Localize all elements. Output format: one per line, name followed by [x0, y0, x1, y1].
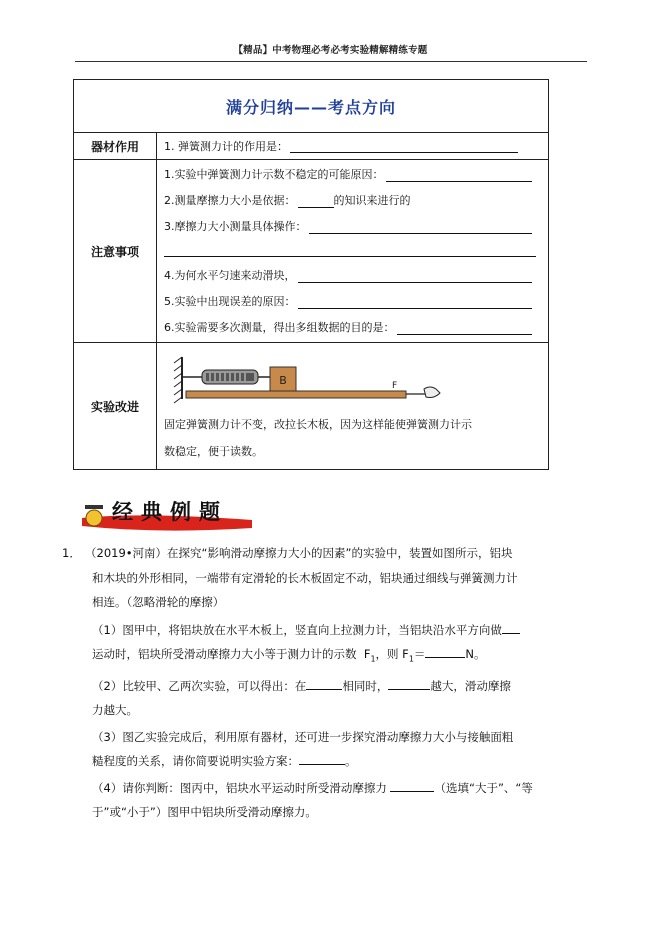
part3-text: （3）图乙实验完成后，利用原有器材，还可进一步探究滑动摩擦力大小与接触面粗: [92, 729, 514, 744]
answer-blank: [298, 270, 533, 283]
part2-text-b: 相同时，: [342, 678, 389, 693]
hand-icon: [424, 387, 440, 398]
part4-text-c: 于”或“小于”）图甲中铝块所受滑动摩擦力。: [92, 805, 317, 820]
improvement-text: [164, 409, 542, 469]
part1-equals: ＝: [413, 647, 426, 661]
row-content-equipment: [157, 133, 549, 160]
question-stem-line-2: 和木块的外形相同，一端带有定滑轮的长木板固定不动，铝块通过细线与弹簧测力计: [92, 570, 518, 585]
banner-text: 经典例题: [112, 500, 228, 524]
part1-text: （1）图甲中，将铝块放在水平木板上，竖直向上拉测力计，当铝块沿水平方向做: [92, 622, 502, 637]
row-label-notes: 注意事项: [74, 160, 157, 343]
long-board: [186, 391, 406, 398]
answer-blank: [298, 296, 533, 309]
answer-blank: [397, 322, 533, 335]
improvement-line-2: 数稳定，便于读数。: [164, 445, 263, 458]
answer-blank: [309, 221, 533, 234]
answer-blank: [390, 779, 434, 792]
answer-blank: [299, 752, 345, 765]
row-content-notes: [157, 160, 549, 343]
part2-text-d: 力越大。: [92, 703, 138, 718]
row-label-equipment: 器材作用: [74, 133, 157, 160]
answer-blank: [388, 677, 430, 690]
answer-blank: [290, 140, 518, 153]
question-stem-line-3: 相连。（忽略滑轮的摩擦）: [92, 595, 225, 609]
part2-text: （2）比较甲、乙两次实验，可以得出：在: [92, 678, 307, 693]
table-title: 满分归纳——考点方向: [74, 80, 549, 133]
note-item-6: 6.实验需要多次测量，得出多组数据的目的是：: [164, 321, 395, 334]
part4-text: （4）请你判断：图丙中，铝块水平运动时所受滑动摩擦力: [92, 780, 387, 795]
classic-examples-banner: [80, 494, 255, 534]
f1-symbol: F: [363, 647, 371, 661]
f1-subscript: 1: [408, 654, 414, 664]
wall-hatch: [174, 357, 182, 403]
answer-blank: [425, 645, 465, 658]
question-number: 1．: [62, 546, 81, 560]
force-label: F: [392, 381, 398, 391]
row-label-improvement: 实验改进: [74, 343, 157, 470]
answer-blank: [386, 169, 533, 182]
part2-text-c: 越大，滑动摩擦: [430, 678, 511, 693]
graduation-cap-icon: [85, 505, 103, 509]
answer-blank-full-line: [164, 234, 536, 257]
block-b-label: B: [279, 374, 287, 387]
spring-scale: [202, 370, 258, 384]
summary-table: [73, 79, 549, 470]
part1-then: ，则 F: [375, 647, 409, 661]
question-stem-line-1: （2019•河南）在探究“影响滑动摩擦力大小的因素”的实验中，装置如图所示，铝块: [85, 546, 513, 560]
note-item-2: 2.测量摩擦力大小是依据：: [164, 194, 296, 207]
part3-text-b: 糙程度的关系，请你简要说明实验方案：: [92, 754, 299, 769]
answer-blank: [502, 621, 520, 634]
equipment-item-1: 1. 弹簧测力计的作用是：: [164, 140, 288, 153]
part1-unit: N。: [465, 647, 486, 661]
note-item-4: 4.为何水平匀速来动滑块，: [164, 269, 296, 282]
scholar-icon: [86, 510, 102, 526]
note-item-2-suffix: 的知识来进行的: [333, 194, 411, 207]
question-1: [62, 541, 592, 825]
note-item-5: 5.实验中出现误差的原因：: [164, 295, 296, 308]
page-header: 【精品】中考物理必考必考实验精解精练专题: [233, 45, 428, 56]
row-content-improvement: [157, 343, 549, 470]
experiment-diagram: [164, 349, 444, 409]
improvement-line-1: 固定弹簧测力计不变，改拉长木板，因为这样能使弹簧测力计示: [164, 418, 472, 431]
f1-subscript: 1: [370, 654, 376, 664]
header-divider: [75, 61, 587, 62]
answer-blank: [306, 677, 342, 690]
part3-period: 。: [345, 754, 357, 769]
note-item-3: 3.摩擦力大小测量具体操作：: [164, 220, 307, 233]
part4-text-b: （选填“大于”、“等: [434, 780, 533, 795]
part1-text-cont: 运动时，铝块所受滑动摩擦力大小等于测力计的示数: [92, 647, 357, 661]
note-item-1: 1.实验中弹簧测力计示数不稳定的可能原因：: [164, 168, 384, 181]
answer-blank: [298, 195, 334, 208]
